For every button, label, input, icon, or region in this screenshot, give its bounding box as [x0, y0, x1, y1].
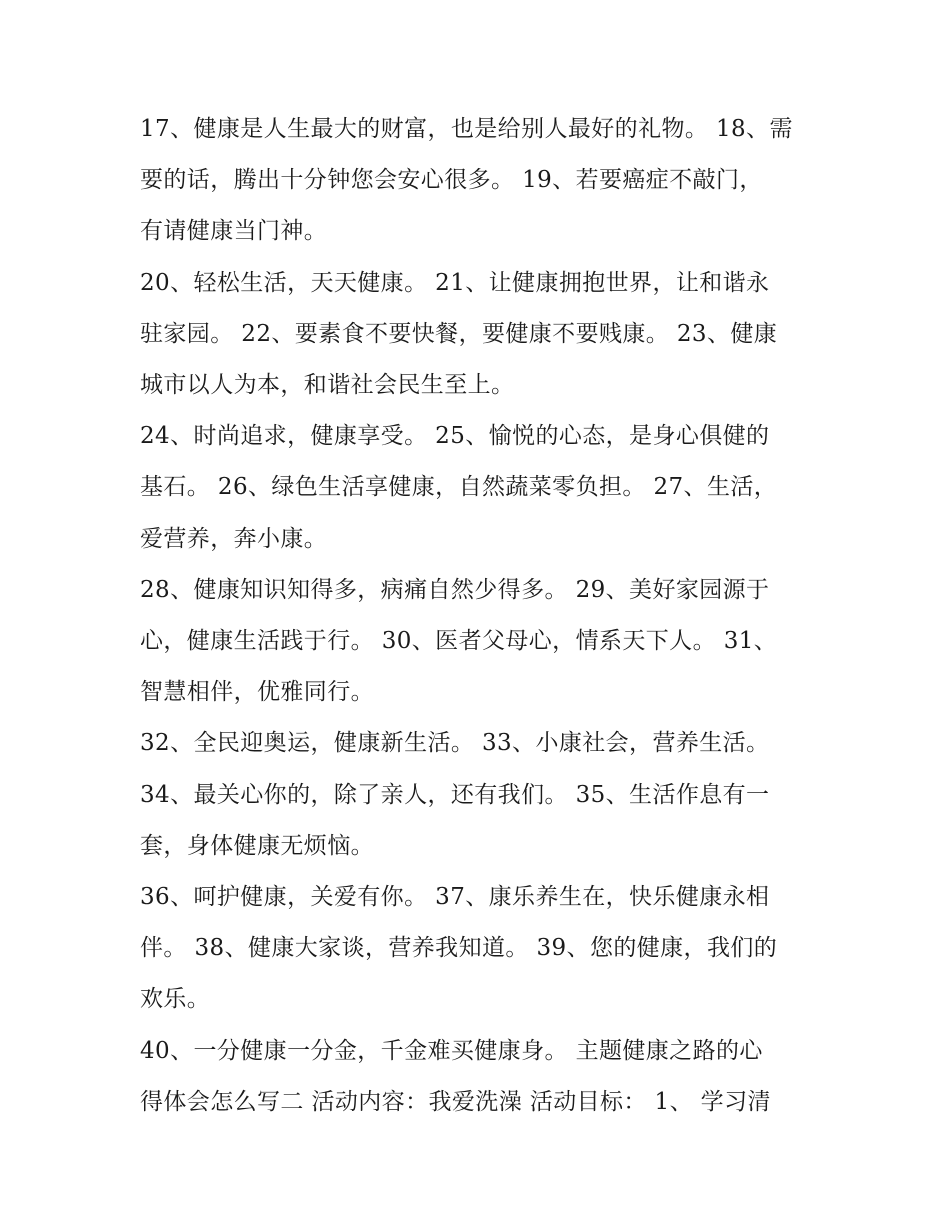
text-line: 欢乐。 — [140, 986, 211, 1013]
text-line: 驻家园。 22、要素食不要快餐，要健康不要贱康。 23、健康 — [140, 320, 778, 347]
text-line: 36、呵护健康，关爱有你。 37、康乐养生在，快乐健康永相 — [140, 884, 770, 911]
paragraph-slogan-40-and-activity — [140, 1026, 820, 1128]
text-line: 伴。 38、健康大家谈，营养我知道。 39、您的健康，我们的 — [140, 935, 778, 962]
paragraph-slogans-28-31 — [140, 565, 820, 719]
text-line: 心，健康生活践于行。 30、医者父母心，情系天下人。 31、 — [140, 628, 778, 655]
document-body — [140, 104, 820, 1128]
text-line: 要的话，腾出十分钟您会安心很多。 19、若要癌症不敲门， — [140, 167, 763, 194]
text-line: 智慧相伴，优雅同行。 — [140, 679, 374, 706]
paragraph-slogans-17-19 — [140, 104, 820, 258]
paragraph-slogans-20-23 — [140, 258, 820, 412]
text-line: 城市以人为本，和谐社会民生至上。 — [140, 372, 515, 399]
text-line: 28、健康知识知得多，病痛自然少得多。 29、美好家园源于 — [140, 576, 770, 603]
text-line: 有请健康当门神。 — [140, 218, 328, 245]
text-line: 34、最关心你的，除了亲人，还有我们。 35、生活作息有一 — [140, 781, 770, 808]
text-line: 20、轻松生活，天天健康。 21、让健康拥抱世界，让和谐永 — [140, 269, 770, 296]
paragraph-slogans-24-27 — [140, 411, 820, 565]
text-line: 基石。 26、绿色生活享健康，自然蔬菜零负担。 27、生活， — [140, 474, 778, 501]
paragraph-slogans-32-33 — [140, 718, 820, 769]
text-line: 32、全民迎奥运，健康新生活。 33、小康社会，营养生活。 — [140, 730, 770, 757]
paragraph-slogans-36-39 — [140, 872, 820, 1026]
text-line: 24、时尚追求，健康享受。 25、愉悦的心态，是身心俱健的 — [140, 423, 770, 450]
text-line: 得体会怎么写二 活动内容：我爱洗澡 活动目标： 1、 学习清 — [140, 1088, 771, 1115]
text-line: 17、健康是人生最大的财富，也是给别人最好的礼物。 18、需 — [140, 116, 793, 142]
text-line: 爱营养，奔小康。 — [140, 525, 328, 552]
paragraph-slogans-34-35 — [140, 770, 820, 872]
text-line: 40、一分健康一分金，千金难买健康身。 主题健康之路的心 — [140, 1037, 763, 1064]
text-line: 套，身体健康无烦恼。 — [140, 832, 374, 859]
